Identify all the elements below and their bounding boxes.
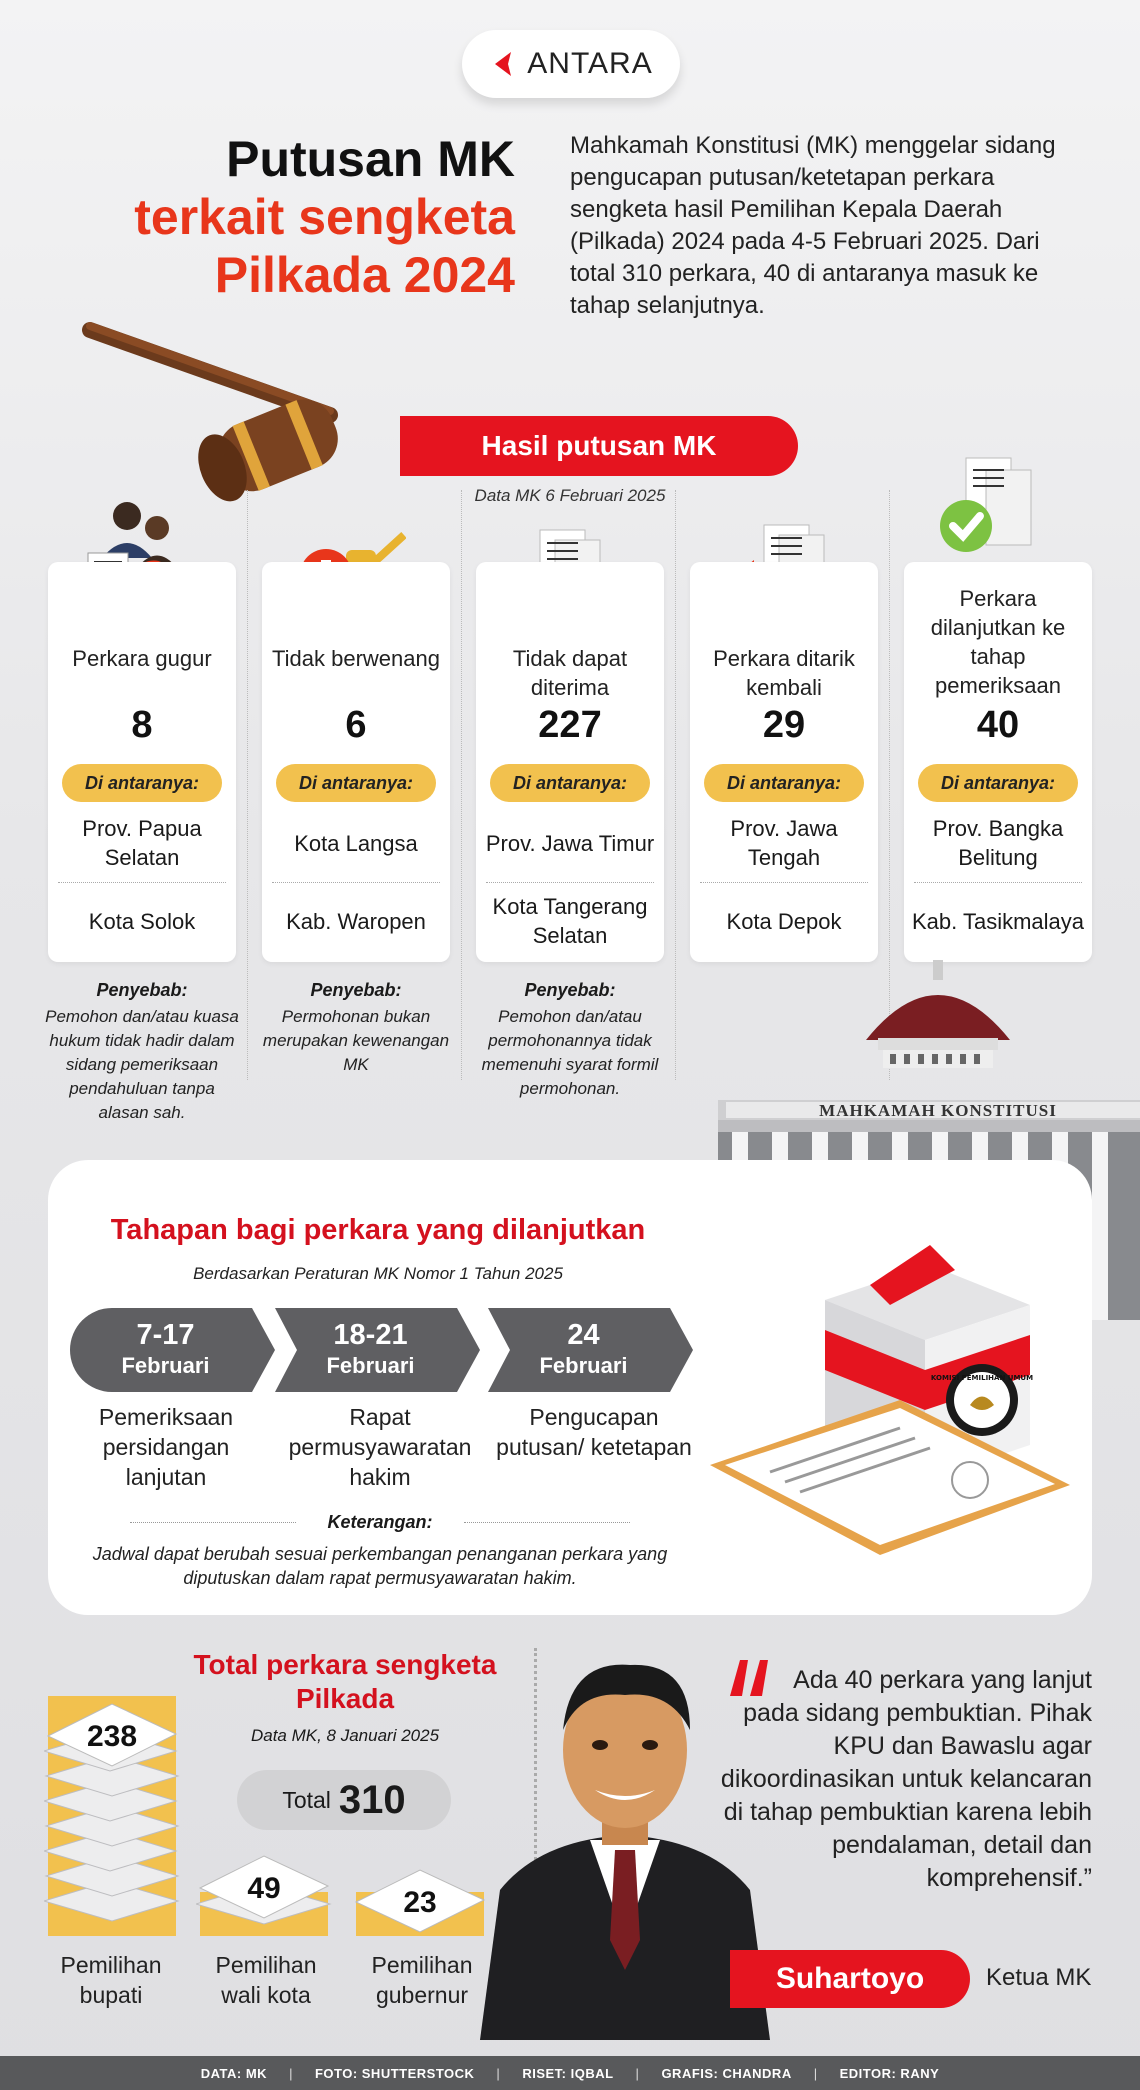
example-2: Kab. Tasikmalaya [911,908,1084,934]
step-label-3: Pengucapan putusan/ ketetapan [496,1404,692,1460]
step-date [70,1318,261,1380]
stack-label-bupati: Pemilihan bupati [60,1952,162,2008]
paper-stack-bupati [44,1696,180,1936]
step-arrow-1 [70,1308,275,1392]
hasil-banner: Hasil putusan MK [400,416,798,476]
title-line-1: Putusan MK [226,131,515,187]
credit-separator: | [289,2065,293,2081]
building-sign: MAHKAMAH KONSTITUSI [819,1101,1057,1120]
credit-data: DATA: MK [200,2065,268,2081]
total-title: Total perkara sengketa Pilkada [193,1649,497,1714]
stack-label-walikota: Pemilihan wali kota [215,1952,317,2008]
step-month: Februari [326,1353,415,1378]
note-heading: Keterangan: [327,1512,433,1532]
credit-foto: FOTO: SHUTTERSTOCK [314,2065,475,2081]
examples-pill: Di antaranya: [490,764,650,802]
total-label: Total [282,1786,331,1813]
example-2: Kota Tangerang Selatan [492,894,648,948]
step-label-2: Rapat permusyawaratan hakim [288,1404,472,1490]
example-1: Prov. Jawa Tengah [730,816,838,870]
cause-text: Pemohon dan/atau permohonannya tidak memenuhi syarat formil permohonan. [481,1007,659,1098]
column-divider [461,490,462,1080]
category-card-tidak-berwenang [262,562,450,962]
example-1: Prov. Jawa Timur [485,830,655,856]
category-label: Perkara dilanjutkan ke tahap pemeriksaan [930,586,1066,698]
credit-riset: RISET: IQBAL [522,2065,614,2081]
example-2: Kota Depok [726,908,842,934]
antara-logo-icon [489,49,519,79]
note-rule [464,1522,630,1523]
title-line-2: terkait sengketa [134,189,515,245]
step-date [488,1318,679,1380]
category-count: 6 [345,704,367,746]
stack-value: 238 [86,1720,138,1753]
total-value: 310 [338,1777,406,1822]
step-day: 24 [567,1319,600,1351]
category-label: Perkara gugur [72,646,212,671]
paper-stack-walikota [196,1854,332,1936]
gavel-icon [80,320,420,510]
speaker-role: Ketua MK [986,1964,1092,1991]
step-date [275,1318,466,1380]
credit-editor: EDITOR: RANY [839,2065,940,2081]
credit-grafis: GRAFIS: CHANDRA [661,2065,792,2081]
hasil-source: Data MK 6 Februari 2025 [474,486,666,505]
antara-logo [462,30,680,98]
tahapan-subtitle: Berdasarkan Peraturan MK Nomor 1 Tahun 2025 [193,1264,563,1283]
example-separator [914,882,1082,883]
page-title [40,130,515,304]
stack-value: 23 [403,1886,437,1919]
logo-text: ANTARA [527,47,653,80]
example-2: Kota Solok [88,908,196,934]
note-rule [130,1522,296,1523]
cause-heading: Penyebab: [310,980,402,1000]
title-line-3: Pilkada 2024 [214,247,515,303]
total-source: Data MK, 8 Januari 2025 [250,1726,440,1745]
step-arrow-2 [275,1308,480,1392]
cause-heading: Penyebab: [96,980,188,1000]
note-text: Jadwal dapat berubah sesuai perkembangan penanganan perkara yang diputuskan dalam rapat permusyawaratan hakim. [92,1544,668,1588]
document-check-icon [936,456,1046,556]
cause-tidak-berwenang [258,980,454,1077]
credit-separator: | [635,2065,640,2081]
example-1: Kota Langsa [294,830,418,856]
credit-separator: | [496,2065,501,2081]
category-count: 8 [131,704,153,746]
category-count: 40 [976,704,1020,746]
ballot-emblem-text: KOMISI PEMILIHAN UMUM [930,1374,1034,1382]
example-separator [486,882,654,883]
credits-footer [0,2056,1140,2090]
cause-text: Permohonan bukan merupakan kewenangan MK [262,1007,450,1074]
step-month: Februari [121,1353,210,1378]
paper-stack-gubernur [352,1868,488,1936]
cause-text: Pemohon dan/atau kuasa hukum tidak hadir dalam sidang pemeriksaan pendahuluan tanpa alasan sah. [45,1007,239,1122]
category-card-dilanjutkan [904,562,1092,962]
category-card-tidak-diterima [476,562,664,962]
step-day: 18-21 [333,1319,408,1351]
tahapan-title: Tahapan bagi perkara yang dilanjutkan [110,1214,646,1246]
category-count: 29 [762,704,806,746]
stack-value: 49 [247,1872,281,1905]
cause-heading: Penyebab: [524,980,616,1000]
category-card-ditarik [690,562,878,962]
step-label-1: Pemeriksaan persidangan lanjutan [98,1404,234,1490]
quote-text: Ada 40 perkara yang lanjut pada sidang pembuktian. Pihak KPU dan Bawaslu agar dikoordinasikan untuk kelancaran di tahap pembuktian karena lebih pendalaman, detail dan komprehensif.” [720,1666,1092,1892]
example-separator [700,882,868,883]
example-separator [272,882,440,883]
category-label: Tidak dapat diterima [512,646,628,700]
column-divider [675,490,676,1080]
category-label: Perkara ditarik kembali [713,646,855,700]
example-2: Kab. Waropen [286,908,426,934]
examples-pill: Di antaranya: [704,764,864,802]
step-arrow-3 [488,1308,693,1392]
total-pill [237,1770,451,1830]
column-divider [247,490,248,1080]
step-month: Februari [539,1353,628,1378]
example-1: Prov. Papua Selatan [82,816,202,870]
intro-text: Mahkamah Konstitusi (MK) menggelar sidang pengucapan putusan/ketetapan perkara sengketa hasil Pemilihan Kepala Daerah (Pilkada) 2024 pada 4-5 Februari 2025. Dari total 310 perkara, 40 di antaranya masuk ke tahap selanjutnya. [570,132,1056,319]
examples-pill: Di antaranya: [276,764,436,802]
examples-pill: Di antaranya: [918,764,1078,802]
credit-separator: | [813,2065,818,2081]
category-count: 227 [538,704,602,746]
speaker-name: Suhartoyo [730,1950,970,2008]
category-card-gugur [48,562,236,962]
step-day: 7-17 [136,1319,195,1351]
ballot-box-illustration [700,1210,1080,1610]
category-label: Tidak berwenang [272,646,440,671]
examples-pill: Di antaranya: [62,764,222,802]
example-1: Prov. Bangka Belitung [932,816,1064,870]
cause-tidak-diterima [472,980,668,1101]
example-separator [58,882,226,883]
cause-gugur [44,980,240,1125]
stack-label-gubernur: Pemilihan gubernur [371,1952,473,2008]
